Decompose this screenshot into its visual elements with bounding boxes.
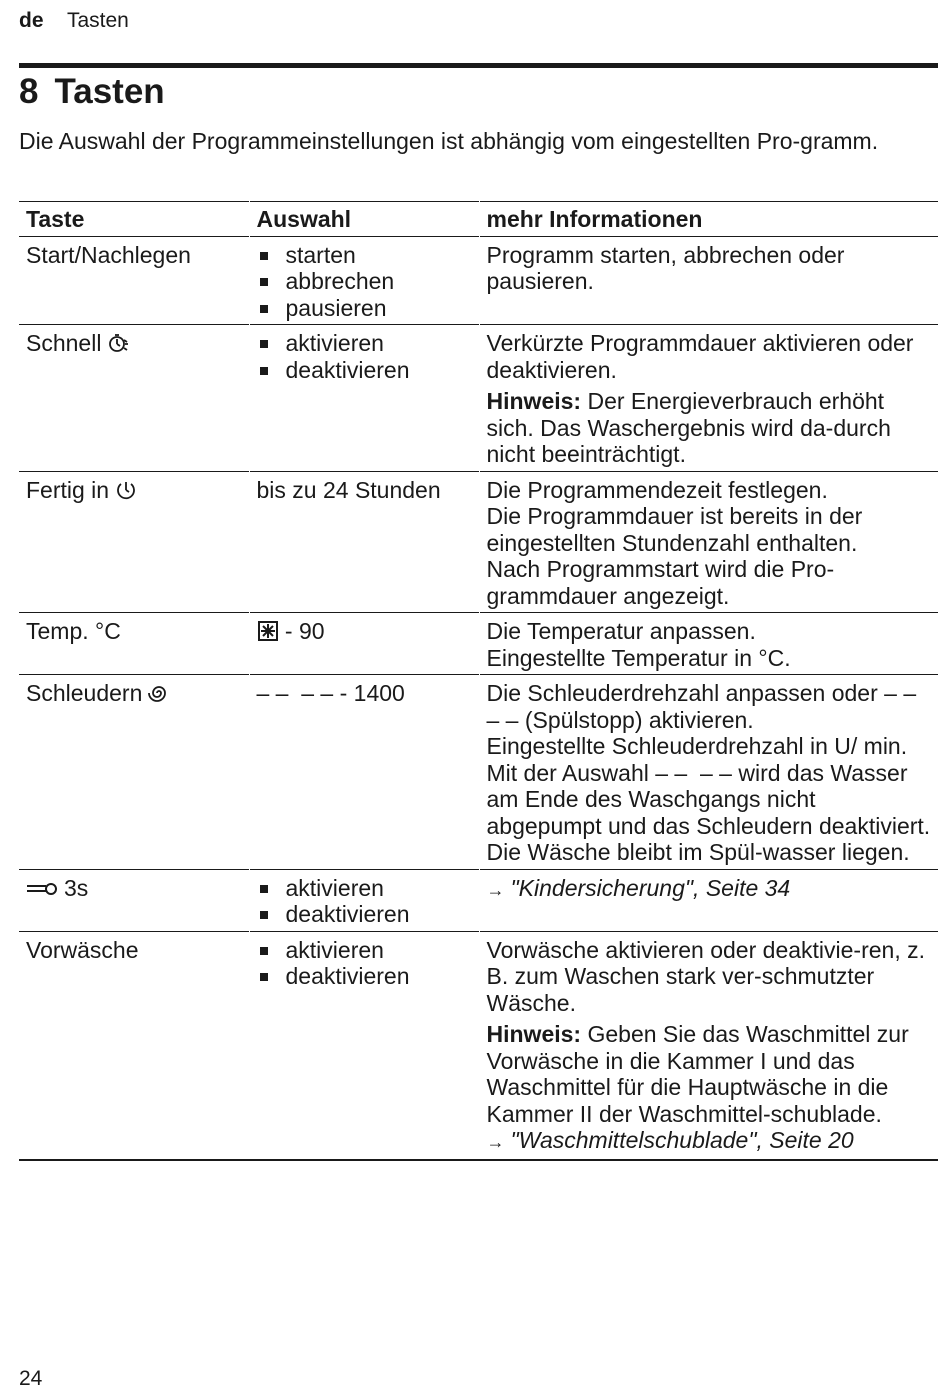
quick-clock-icon: [107, 332, 129, 354]
info-cell: [479, 613, 938, 675]
info-text: Vorwäsche aktivieren oder deaktivie-ren, z. B. zum Waschen stark ver-schmutzter Wäsche.: [486, 936, 925, 1016]
table-row: [19, 471, 938, 613]
key-label: Schnell: [26, 330, 102, 356]
chapter-number: 8: [19, 72, 39, 111]
key-cell: [19, 236, 249, 325]
key-label: Start/Nachlegen: [26, 241, 191, 268]
key-cell: [19, 675, 249, 870]
info-text: Verkürzte Programmdauer aktivieren oder deaktivieren.: [486, 330, 914, 383]
column-header-info: mehr Informationen: [486, 206, 703, 232]
note-label: Hinweis:: [486, 388, 582, 414]
selection-list: [257, 937, 472, 990]
info-line: Mit der Auswahl – – – – wird das Wasser am Ende des Waschgangs nicht abgepumpt und das Schleudern deaktiviert. Die Wäsche bleibt im Spül-wasser liegen.: [486, 759, 937, 865]
list-item: abbrechen: [257, 268, 472, 295]
header-rule: [19, 63, 938, 68]
language-code: de: [19, 9, 44, 32]
key-label: 3s: [64, 874, 89, 901]
info-cell: [479, 931, 938, 1160]
list-item: starten: [257, 242, 472, 269]
reference-link[interactable]: "Waschmittelschublade", Seite 20: [510, 1127, 854, 1153]
table-row: [19, 236, 938, 325]
page-title: [19, 71, 165, 113]
selection-text: bis zu 24 Stunden: [256, 476, 441, 503]
info-text: Programm starten, abbrechen oder pausieren.: [486, 241, 845, 294]
selection-list: [257, 242, 472, 322]
cross-reference: [487, 875, 932, 904]
table-header-row: [19, 202, 938, 237]
column-header-selection: Auswahl: [249, 202, 479, 237]
note-label: Hinweis:: [486, 1021, 582, 1047]
note: [487, 388, 932, 468]
selection-list: [257, 875, 472, 928]
key-cell: [19, 613, 249, 675]
selection-cell: [249, 869, 479, 931]
info-cell: [479, 325, 938, 472]
info-line: Die Programmendezeit festlegen.: [486, 476, 828, 503]
list-item: deaktivieren: [257, 357, 472, 384]
selection-text: - 90: [278, 618, 325, 644]
arrow-right-icon: →: [486, 1132, 505, 1152]
selection-list: [257, 330, 472, 383]
key-cell: [19, 471, 249, 613]
selection-cell: [249, 613, 479, 675]
list-item: pausieren: [257, 295, 472, 322]
list-item: deaktivieren: [257, 963, 472, 990]
list-item: aktivieren: [257, 937, 472, 964]
key-label: Vorwäsche: [26, 936, 139, 963]
info-cell: [479, 675, 938, 870]
running-header: [19, 8, 129, 34]
finish-in-timer-icon: [115, 479, 137, 501]
key-label: Temp. °C: [26, 618, 121, 644]
spin-icon: [148, 682, 170, 704]
column-header-key: Taste: [19, 202, 249, 237]
info-line: Eingestellte Temperatur in °C.: [486, 644, 791, 671]
selection-cell: [249, 325, 479, 472]
info-line: Eingestellte Schleuderdrehzahl in U/ min.: [486, 733, 908, 759]
page-number: 24: [19, 1367, 43, 1390]
chapter-title: Tasten: [54, 72, 165, 111]
buttons-table: [19, 201, 938, 1161]
info-line: Nach Programmstart wird die Pro-grammdauer angezeigt.: [486, 556, 835, 609]
note: [487, 1021, 932, 1127]
table-row: [19, 675, 938, 870]
selection-cell: [249, 236, 479, 325]
info-cell: [479, 869, 938, 931]
intro-text: Die Auswahl der Programmeinstellungen ist abhängig vom eingestellten Pro-gramm.: [19, 128, 879, 154]
cross-reference: [487, 1127, 932, 1156]
section-name: Tasten: [66, 9, 129, 32]
table-row: [19, 613, 938, 675]
info-line: Die Programmdauer ist bereits in der eingestellten Stundenzahl enthalten.: [486, 503, 863, 556]
key-cell: [19, 869, 249, 931]
info-line: Die Temperatur anpassen.: [486, 618, 756, 644]
key-label: Fertig in: [26, 476, 110, 503]
selection-cell: [249, 931, 479, 1160]
info-cell: [479, 236, 938, 325]
cold-snowflake-icon: [257, 620, 279, 642]
reference-link[interactable]: "Kindersicherung", Seite 34: [510, 874, 791, 901]
key-cell: [19, 325, 249, 472]
arrow-right-icon: →: [486, 879, 505, 900]
selection-cell: [249, 471, 479, 613]
note-text: Der Energieverbrauch erhöht sich. Das Waschergebnis wird da-durch nicht beeinträchtigt.: [486, 388, 891, 467]
key-label: Schleudern: [26, 680, 143, 706]
note-text: Geben Sie das Waschmittel zur Vorwäsche in die Kammer I und das Waschmittel für die Hauptwäsche in die Kammer II der Waschmittel-schublade.: [486, 1021, 909, 1127]
selection-text: – – – – - 1400: [256, 680, 405, 706]
key-cell: [19, 931, 249, 1160]
list-item: aktivieren: [257, 875, 472, 902]
info-cell: [479, 471, 938, 613]
selection-cell: [249, 675, 479, 870]
list-item: deaktivieren: [257, 901, 472, 928]
key-lock-icon: [26, 879, 58, 899]
table-row: [19, 325, 938, 472]
info-line: Die Schleuderdrehzahl anpassen oder – – – – (Spülstopp) aktivieren.: [486, 680, 929, 733]
table-row: [19, 931, 938, 1160]
list-item: aktivieren: [257, 330, 472, 357]
table-row: [19, 869, 938, 931]
